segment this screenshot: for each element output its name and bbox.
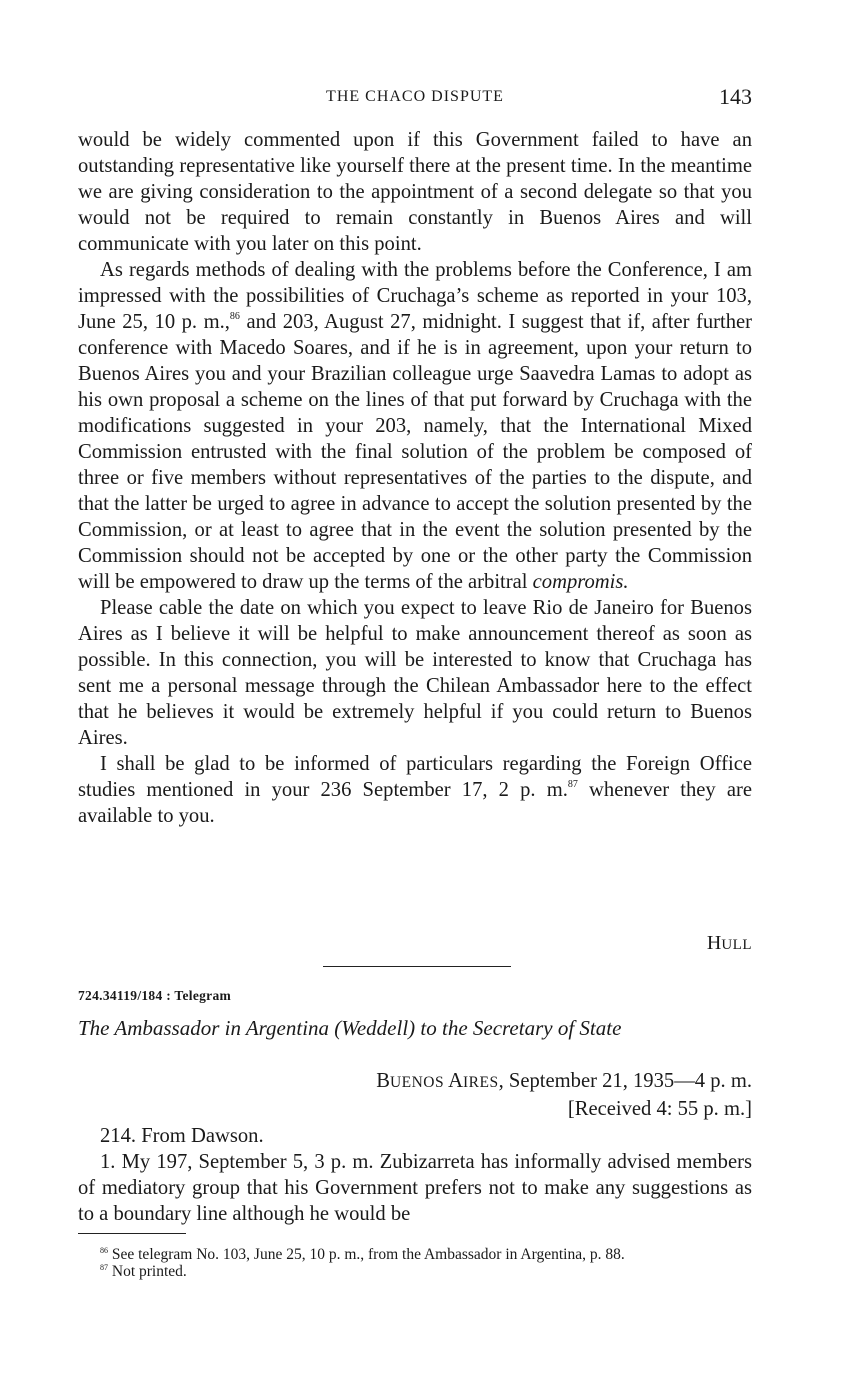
footnote-87 bbox=[78, 1263, 752, 1280]
dateline bbox=[376, 1068, 752, 1122]
place-initial-2: A bbox=[444, 1070, 464, 1092]
telegram-from: 214. From Dawson. bbox=[100, 1125, 264, 1147]
paragraph-foreign-office-text-b: whenever they are available to you. bbox=[78, 779, 752, 827]
received-line: [Received 4: 55 p. m.] bbox=[567, 1098, 752, 1120]
place-initial-1: B bbox=[376, 1070, 390, 1092]
dateline-date: , September 21, 1935—4 p. m. bbox=[498, 1070, 752, 1092]
paragraph-foreign-office bbox=[78, 751, 752, 829]
running-title: THE CHACO DISPUTE bbox=[326, 88, 504, 105]
paragraph-methods bbox=[78, 257, 752, 595]
paragraph-cable: Please cable the date on which you expect to leave Rio de Janeiro for Buenos Aires as I believe it will be helpful to make announcement thereof as soon as possible. In this connection, you will be interested to know that Cruchaga has sent me a personal message through the Chilean Ambassador here to the effect that he believes it would be extremely helpful if you could return to Buenos Aires. bbox=[78, 597, 752, 749]
telegram-paragraph-1: 1. My 197, September 5, 3 p. m. Zubizarreta has informally advised members of mediatory group that his Government prefers not to make any suggestions as to a boundary line although he would be bbox=[78, 1151, 752, 1225]
footnotes bbox=[78, 1246, 752, 1280]
paragraph-methods-text-a: As regards methods of dealing with the problems before the Conference, I am impressed with the possibilities of Cruchaga’s scheme as reported in your 103, June 25, 10 p. m., bbox=[78, 259, 752, 333]
place-rest-1: UENOS bbox=[389, 1074, 445, 1091]
footnote-text-87: Not printed. bbox=[108, 1263, 187, 1280]
place-rest-2: IRES bbox=[463, 1074, 499, 1091]
footnote-mark-86: 86 bbox=[100, 1246, 108, 1255]
signature-initial: H bbox=[706, 932, 722, 954]
paragraph-methods-text-b: and 203, August 27, midnight. I suggest that if, after further conference with Macedo Soares, and if he is in agreement, upon your return to Buenos Aires you and your Brazilian colleague urge Saavedra Lamas to adopt as his own proposal a scheme on the lines of that put forward by Cruchaga with the modifications suggested in your 203, namely, that the International Mixed Commission entrusted with the final solution of the problem be composed of three or five members without representatives of the parties to the dispute, and that the latter be urged to agree in advance to accept the solution presented by the Commission, or at least to agree that in the event the solution presented by the Commission should not be accepted by one or the other party the Commission will be empowered to draw up the terms of the arbitral bbox=[78, 311, 752, 593]
section-divider bbox=[323, 966, 511, 967]
footnote-mark-87: 87 bbox=[100, 1263, 108, 1272]
telegram-body bbox=[78, 1123, 752, 1227]
paragraph-foreign-office-text-a: I shall be glad to be informed of particulars regarding the Foreign Office studies mentioned in your 236 September 17, 2 p. m. bbox=[78, 753, 752, 801]
italic-compromis: compromis. bbox=[532, 571, 629, 593]
footnote-86 bbox=[78, 1246, 752, 1263]
signature bbox=[707, 932, 752, 955]
paragraph-continuation: would be widely commented upon if this Government failed to have an outstanding representative like yourself there at the present time. In the meantime we are giving consideration to the appointment of a second delegate so that you would not be required to remain constantly in Buenos Aires and will communicate with you later on this point. bbox=[78, 129, 752, 255]
signature-rest: ULL bbox=[721, 937, 752, 953]
footnote-text-86: See telegram No. 103, June 25, 10 p. m., from the Ambassador in Argentina, p. 88. bbox=[108, 1246, 625, 1263]
footnote-ref-87: 87 bbox=[567, 779, 578, 790]
file-number: 724.34119/184 : Telegram bbox=[78, 988, 232, 1003]
running-head bbox=[78, 84, 752, 112]
footnote-ref-86: 86 bbox=[229, 311, 240, 322]
document-title: The Ambassador in Argentina (Weddell) to the Secretary of State bbox=[78, 1016, 622, 1040]
page-number: 143 bbox=[719, 84, 752, 109]
dateline-place-date bbox=[376, 1068, 752, 1096]
footnote-rule bbox=[78, 1233, 186, 1234]
letter-body bbox=[78, 127, 752, 829]
